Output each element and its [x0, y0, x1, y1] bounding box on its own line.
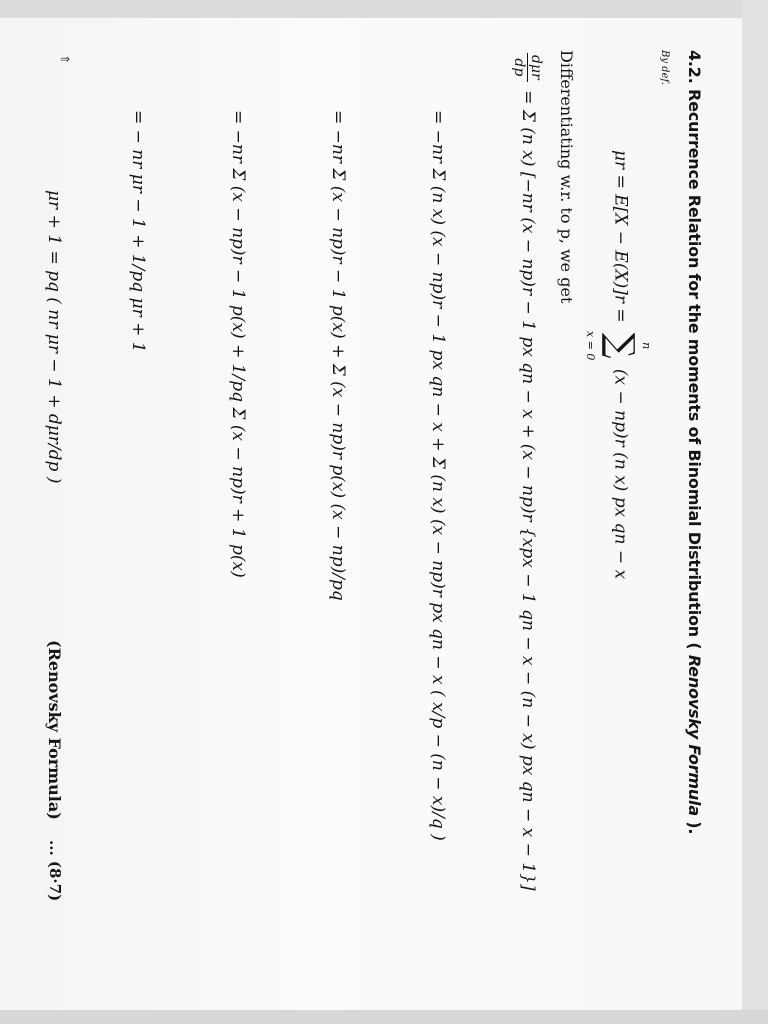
definition-equation	[582, 150, 658, 579]
rotated-content	[4, 40, 704, 1000]
definition-sum	[582, 331, 658, 360]
derivative-denominator: dp	[511, 58, 527, 77]
page-edge-bottom	[0, 1010, 768, 1024]
equation-number: ... (8·7)	[46, 840, 64, 902]
sigma-symbol: ∑	[600, 332, 641, 359]
formula-label: (Renovsky Formula)	[45, 640, 64, 820]
definition-sum-top: n	[640, 342, 653, 350]
definition-rhs: (x − np)r (n x) px qn − x	[610, 368, 631, 580]
page-edge-right	[742, 0, 768, 1024]
equation-step-3: = −nr Σ (x − np)r − 1 p(x) + 1/pq Σ (x − np)r + 1 p(x)	[228, 110, 248, 578]
differentiating-text: Differentiating w.r. to p, we get	[557, 50, 576, 304]
section-title: Recurrence Relation for the moments of Binomial Distribution (	[685, 89, 704, 650]
section-heading	[685, 50, 704, 834]
section-number: 4.2.	[685, 50, 704, 84]
final-equation: μr + 1 = pq ( nr μr − 1 + dμr/dp )	[44, 190, 64, 484]
page-edge-top	[0, 0, 768, 18]
by-def-note: By def.	[659, 50, 670, 86]
derivative-fraction	[511, 53, 544, 82]
section-title-close: ).	[685, 821, 704, 835]
derivative-equation	[511, 50, 544, 891]
section-title-italic: Renovsky Formula	[685, 654, 704, 816]
derivative-numerator: dμr	[528, 55, 544, 80]
margin-mark: ⇒	[60, 52, 71, 66]
equation-step-2: = −nr Σ (x − np)r − 1 p(x) + Σ (x − np)r p(x) (x − np)/pq	[328, 110, 348, 601]
definition-lhs: μr = E[X − E(X)]r =	[610, 150, 631, 323]
equation-step-1: = −nr Σ (n x) (x − np)r − 1 px qn − x + Σ (n x) (x − np)r px qn − x ( x/p − (n − x)/q )	[428, 110, 448, 841]
derivative-rhs: = Σ (n x) [−nr (x − np)r − 1 px qn − x + (x − np)r {xpx − 1 qn − x − (n − x) px qn − x − 1}]	[518, 90, 538, 891]
definition-sum-bottom: x = 0	[584, 331, 597, 361]
equation-step-4: = − nr μr − 1 + 1/pq μr + 1	[128, 110, 148, 353]
